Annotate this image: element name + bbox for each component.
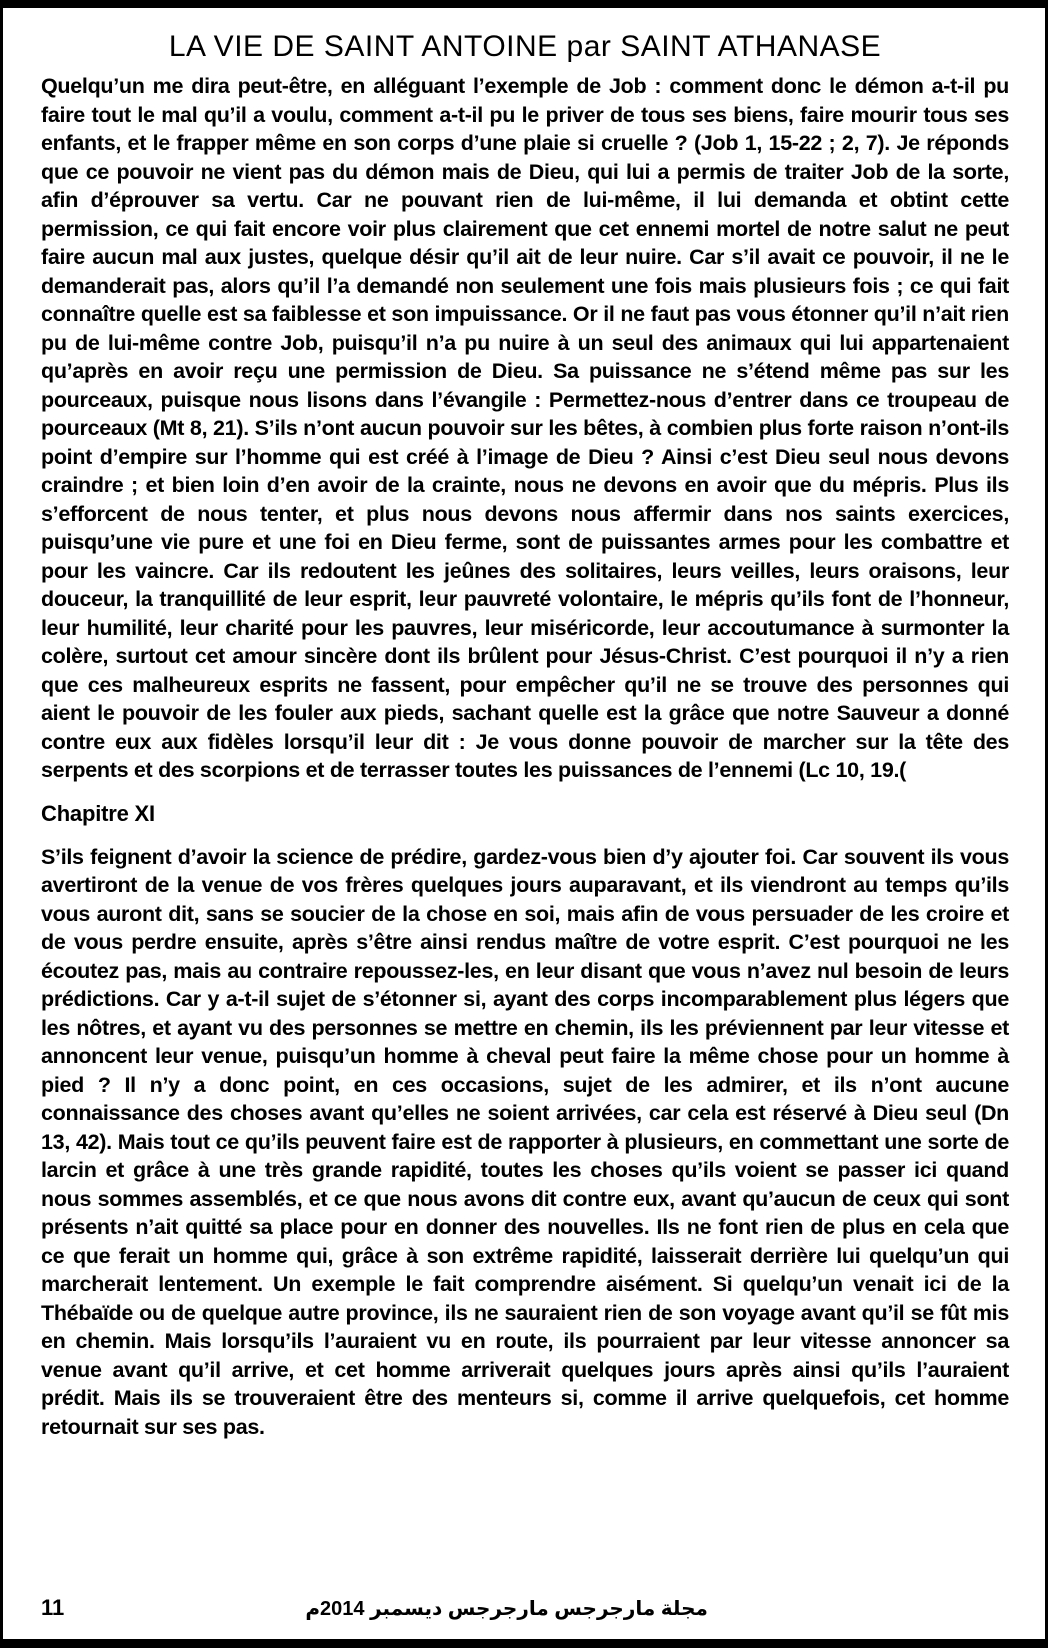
journal-title-arabic: مجلة مارجرجس مارجرجس ديسمبر 2014م <box>305 1597 708 1620</box>
paragraph-job-demon: Quelqu’un me dira peut-être, en alléguant l’exemple de Job : comment donc le démon a-t-il pu faire tout le mal qu’il a voulu, comment a-t-il pu le priver de tous ses biens, faire mourir tous ses enfants, et le frapper même en son corps d’une plaie si cruelle ? (Job 1, 15-22 ; 2, 7). Je réponds que ce pouvoir ne vient pas du démon mais de Dieu, qui lui a permis de traiter Job de la sorte, afin d’éprouver sa vertu. Car ne pouvant rien de lui-même, il lui demanda et obtint cette permission, ce qui fait encore voir plus clairement que cet ennemi mortel de notre salut ne peut faire aucun mal aux justes, quelque désir qu’il ait de leur nuire. Car s’il avait ce pouvoir, il ne le demanderait pas, alors qu’il l’a demandé non seulement une fois mais plusieurs fois ; ce qui fait connaître quelle est sa faiblesse et son impuissance. Or il ne faut pas vous étonner qu’il n’ait rien pu de lui-même contre Job, puisqu’il n’a pu nuire à un seul des animaux qui lui appartenaient qu’après en avoir reçu une permission de Dieu. Sa puissance ne s’étend même pas sur les pourceaux, puisque nous lisons dans l’évangile : Permettez-nous d’entrer dans ce troupeau de pourceaux (Mt 8, 21). S’ils n’ont aucun pouvoir sur les bêtes, à combien plus forte raison n’ont-ils point d’empire sur l’homme qui est créé à l’image de Dieu ? Ainsi c’est Dieu seul nous devons craindre ; et bien loin d’en avoir de la crainte, nous ne devons en avoir que du mépris. Plus ils s’efforcent de nous tenter, et plus nous devons nous affermir dans nos saints exercices, puisqu’une vie pure et une foi en Dieu ferme, sont de puissantes armes pour les combattre et pour les vaincre. Car ils redoutent les jeûnes des solitaires, leurs veilles, leurs oraisons, leur douceur, la tranquillité de leur esprit, leur pauvreté volontaire, le mépris qu’ils font de l’honneur, leur humilité, leur charité pour les pauvres, leur miséricorde, leur accoutumance à surmonter la colère, surtout cet amour sincère dont ils brûlent pour Jésus-Christ. C’est pourquoi il n’y a rien que ces malheureux esprits ne fassent, pour empêcher qu’il ne se trouve des personnes qui aient le pouvoir de les fouler aux pieds, sachant quelle est la grâce que notre Sauveur a donné contre eux aux fidèles lorsqu’il leur dit : Je vous donne pouvoir de marcher sur la tête des serpents et des scorpions et de terrasser toutes les puissances de l’ennemi (Lc 10, 19.( <box>41 74 1009 782</box>
page-footer <box>41 1591 1009 1625</box>
page-number: 11 <box>41 1595 65 1620</box>
chapter-heading: Chapitre XI <box>41 800 155 826</box>
paragraph-chapter-11: S’ils feignent d’avoir la science de prédire, gardez-vous bien d’y ajouter foi. Car souvent ils vous avertiront de la venue de vos frères quelques jours auparavant, et ils viendront au temps qu’ils vous auront dit, sans se soucier de la chose en soi, mais afin de vous persuader de les croire et de vous perdre ensuite, après s’être ainsi rendus maître de votre esprit. C’est pourquoi ne les écoutez pas, mais au contraire repoussez-les, en leur disant que vous n’avez nul besoin de leurs prédictions. Car y a-t-il sujet de s’étonner si, ayant des corps incomparablement plus légers que les nôtres, et ayant vu des personnes se mettre en chemin, ils les préviennent par leur vitesse et annoncent leur venue, puisqu’un homme à cheval peut faire la même chose pour un homme à pied ? Il n’y a donc point, en ces occasions, sujet de les admirer, et ils n’ont aucune connaissance des choses avant qu’elles ne soient arrivées, car cela est réservé à Dieu seul (Dn 13, 42). Mais tout ce qu’ils peuvent faire est de rapporter à plusieurs, en commettant une sorte de larcin et grâce à une très grande rapidité, toutes les choses qu’ils voient se passer ici quand nous sommes assemblés, et ce que nous avons dit contre eux, avant qu’aucun de ceux qui sont présents n’ait quitté sa place pour en donner des nouvelles. Ils ne font rien de plus en cela que ce que ferait un homme qui, grâce à son extrême rapidité, laisserait derrière lui quelqu’un qui marcherait lentement. Un exemple le fait comprendre aisément. Si quelqu’un venait ici de la Thébaïde ou de quelque autre province, ils ne sauraient rien de son voyage avant qu’il se fût mis en chemin. Mais lorsqu’ils l’auraient vu en route, ils pourraient par leur vitesse annoncer sa venue avant qu’il arrive, et cet homme arriverait quelques jours après ainsi qu’ils l’auraient prédit. Mais ils se trouveraient être des menteurs si, comme il arrive quelquefois, cet homme retournait sur ses pas. <box>41 844 1009 1439</box>
page-title: LA VIE DE SAINT ANTOINE par SAINT ATHANASE <box>168 30 882 63</box>
